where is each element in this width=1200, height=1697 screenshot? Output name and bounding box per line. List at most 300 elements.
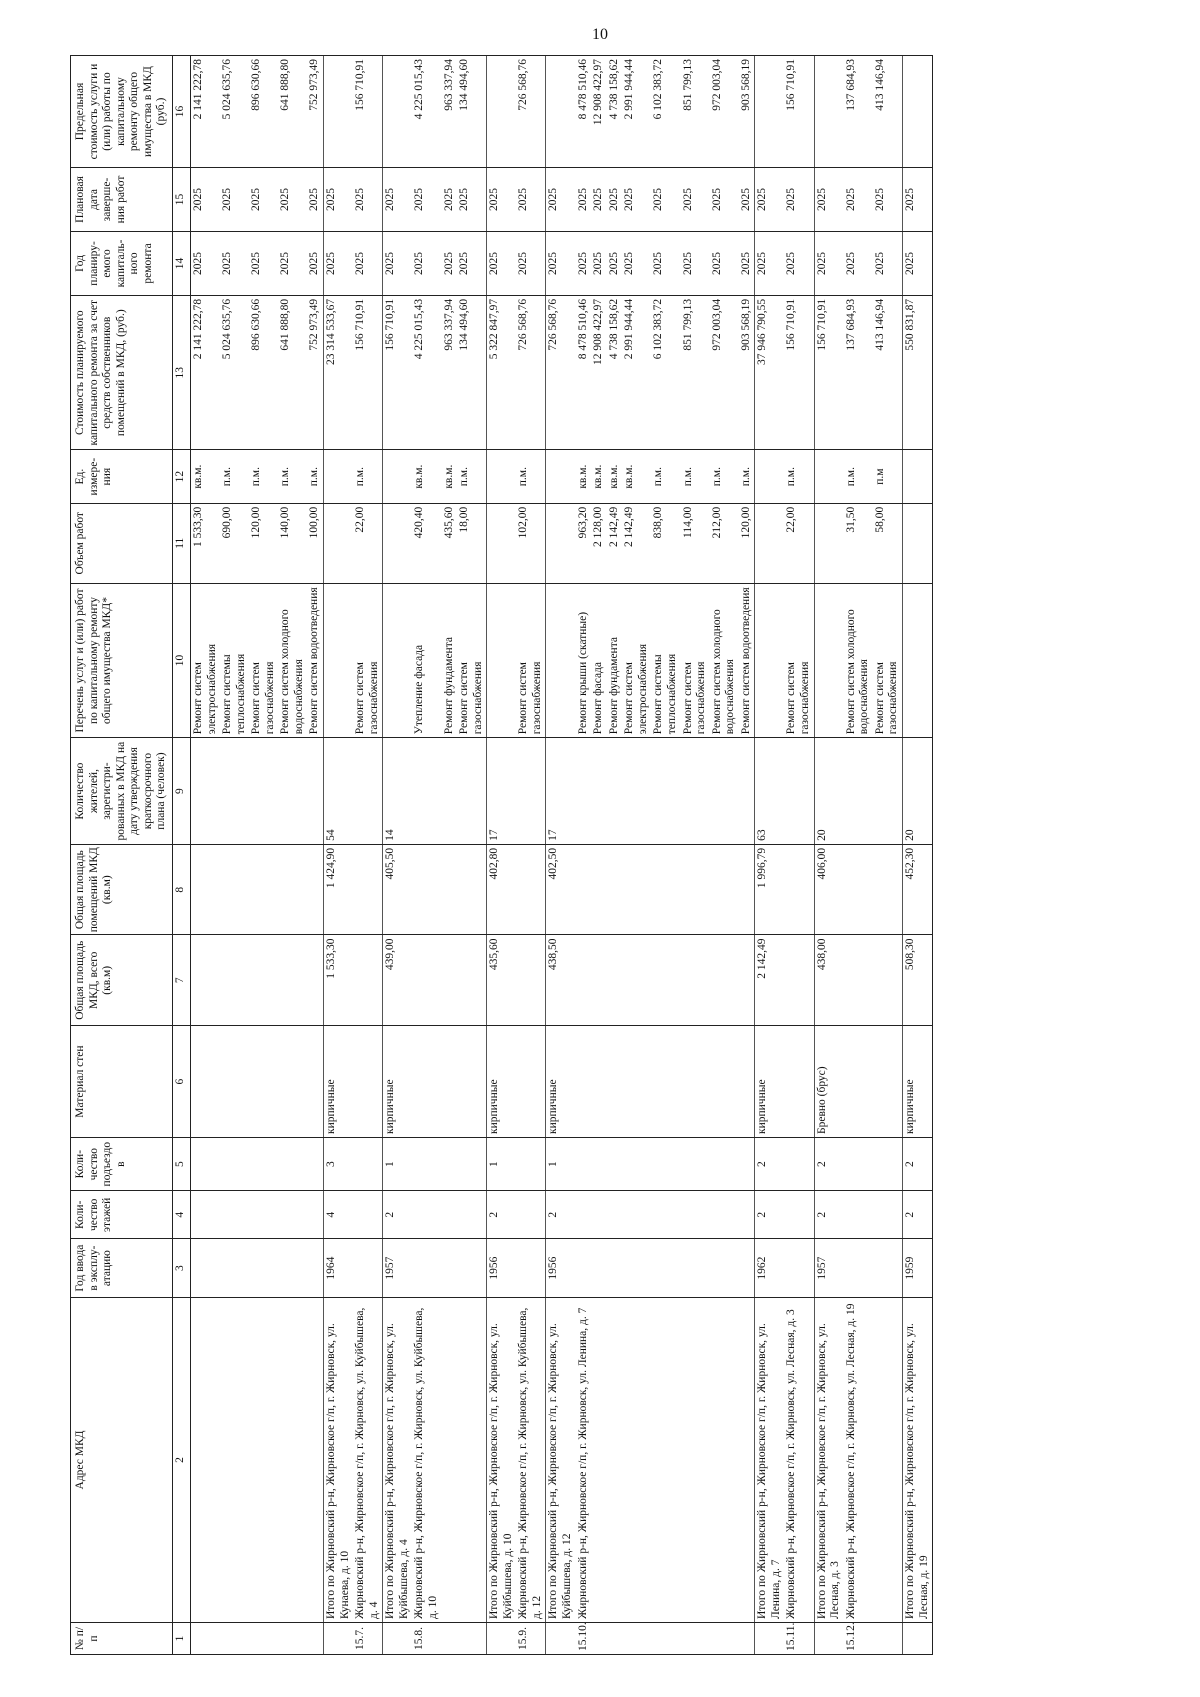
table-cell: кв.м. xyxy=(622,450,651,503)
table-cell xyxy=(755,583,785,738)
table-cell xyxy=(739,1297,755,1622)
table-cell: 550 831,87 xyxy=(902,295,932,450)
table-cell: 2025 xyxy=(739,168,755,232)
table-cell xyxy=(710,1623,739,1655)
table-cell: 438,50 xyxy=(546,935,576,1026)
column-number-cell: 6 xyxy=(172,1026,190,1138)
table-cell: 2025 xyxy=(576,231,592,295)
table-cell xyxy=(307,1191,323,1239)
table-cell: 20 xyxy=(902,738,932,845)
table-cell: п.м. xyxy=(739,450,755,503)
table-cell: 413 146,94 xyxy=(873,56,903,168)
table-cell xyxy=(383,56,413,168)
table-cell xyxy=(591,738,607,845)
table-cell: 2025 xyxy=(607,168,623,232)
table-cell: п.м. xyxy=(457,450,487,503)
table-cell: Итого по Жирновский р-н, Жирновское г/п, г. Жирновск, ул. Лесная, д. 3 xyxy=(814,1297,844,1622)
table-cell: 4 225 015,43 xyxy=(412,295,441,450)
table-cell: 6 102 383,72 xyxy=(651,56,680,168)
table-cell: 18,00 xyxy=(457,503,487,583)
table-cell xyxy=(784,1191,814,1239)
table-cell: кирпичные xyxy=(383,1026,413,1138)
table-cell: 3 xyxy=(324,1138,354,1191)
work-row xyxy=(622,56,651,1655)
table-cell: Ремонт систем газоснабжения xyxy=(873,583,903,738)
table-cell xyxy=(739,738,755,845)
table-cell xyxy=(681,1138,710,1191)
table-cell: 2 141 222,78 xyxy=(190,295,220,450)
table-cell xyxy=(622,844,651,935)
table-cell: 752 973,49 xyxy=(307,295,323,450)
table-cell: 102,00 xyxy=(516,503,546,583)
table-cell: 2025 xyxy=(873,231,903,295)
table-cell: 2025 xyxy=(622,168,651,232)
table-cell: 2025 xyxy=(442,168,458,232)
table-cell: 22,00 xyxy=(353,503,383,583)
table-cell: Утепление фасада xyxy=(412,583,441,738)
table-cell: кирпичные xyxy=(546,1026,576,1138)
table-cell: 4 225 015,43 xyxy=(412,56,441,168)
table-cell xyxy=(844,1026,873,1138)
table-cell xyxy=(307,738,323,845)
table-cell: п.м. xyxy=(710,450,739,503)
table-cell xyxy=(873,1026,903,1138)
table-cell: Ремонт фасада xyxy=(591,583,607,738)
table-cell: Ремонт систем водоотведения xyxy=(739,583,755,738)
table-cell xyxy=(873,935,903,1026)
table-cell: 2025 xyxy=(307,231,323,295)
work-row xyxy=(307,56,323,1655)
work-row xyxy=(457,56,487,1655)
table-cell: 2 xyxy=(902,1191,932,1239)
table-cell xyxy=(353,1026,383,1138)
header-works-list: Перечень услуг и (или) работ по капитальному ремонту общего имущества МКД* xyxy=(71,583,173,738)
table-cell: 58,00 xyxy=(873,503,903,583)
table-cell: 100,00 xyxy=(307,503,323,583)
table-cell: 212,00 xyxy=(710,503,739,583)
table-cell: 63 xyxy=(755,738,785,845)
table-cell: 402,50 xyxy=(546,844,576,935)
table-cell: Итого по Жирновский р-н, Жирновское г/п, г. Жирновск, ул. Ленина, д. 7 xyxy=(755,1297,785,1622)
table-cell: 2025 xyxy=(249,231,278,295)
table-cell: 2025 xyxy=(814,231,844,295)
table-cell xyxy=(814,450,844,503)
work-row xyxy=(710,56,739,1655)
table-cell xyxy=(442,1239,458,1298)
table-cell xyxy=(681,738,710,845)
table-cell xyxy=(622,1191,651,1239)
table-cell xyxy=(190,738,220,845)
table-cell: 2 128,00 xyxy=(591,503,607,583)
table-cell xyxy=(576,935,592,1026)
table-cell: Ремонт фундамента xyxy=(607,583,623,738)
table-cell xyxy=(457,935,487,1026)
table-cell xyxy=(546,56,576,168)
table-cell xyxy=(591,1623,607,1655)
work-row xyxy=(607,56,623,1655)
table-cell xyxy=(622,738,651,845)
table-cell: 2 xyxy=(383,1191,413,1239)
table-cell: 2025 xyxy=(739,231,755,295)
table-cell: 2025 xyxy=(383,168,413,232)
table-cell xyxy=(739,1623,755,1655)
header-unit: Ед. измере-ния xyxy=(71,450,173,503)
table-cell: 156 710,91 xyxy=(383,295,413,450)
total-row xyxy=(487,56,517,1655)
table-cell xyxy=(412,935,441,1026)
rotated-table-container xyxy=(70,55,1200,1655)
table-cell: 402,80 xyxy=(487,844,517,935)
table-cell: 1 533,30 xyxy=(190,503,220,583)
table-cell: 2025 xyxy=(546,231,576,295)
table-cell: 2 xyxy=(902,1138,932,1191)
table-cell xyxy=(755,503,785,583)
table-cell xyxy=(220,844,249,935)
table-cell: Ремонт систем холодного водоснабжения xyxy=(844,583,873,738)
table-cell: 2 xyxy=(814,1138,844,1191)
table-cell xyxy=(220,935,249,1026)
table-cell xyxy=(546,450,576,503)
table-cell: п.м. xyxy=(220,450,249,503)
table-cell: 752 973,49 xyxy=(307,56,323,168)
work-row xyxy=(681,56,710,1655)
table-cell xyxy=(681,1297,710,1622)
table-cell: 972 003,04 xyxy=(710,56,739,168)
table-cell: кв.м. xyxy=(607,450,623,503)
table-cell: 5 024 635,76 xyxy=(220,56,249,168)
table-cell xyxy=(814,583,844,738)
table-cell: 420,40 xyxy=(412,503,441,583)
table-cell: 963 337,94 xyxy=(442,56,458,168)
table-cell xyxy=(383,583,413,738)
column-number-cell: 13 xyxy=(172,295,190,450)
table-cell: п.м xyxy=(873,450,903,503)
table-cell: 508,30 xyxy=(902,935,932,1026)
table-cell: 903 568,19 xyxy=(739,56,755,168)
total-row xyxy=(324,56,354,1655)
table-cell: 641 888,80 xyxy=(278,56,307,168)
table-cell xyxy=(190,1138,220,1191)
table-cell: 2 xyxy=(755,1191,785,1239)
table-cell: 405,50 xyxy=(383,844,413,935)
table-cell: Ремонт фундамента xyxy=(442,583,458,738)
table-cell: Ремонт систем электроснабжения xyxy=(190,583,220,738)
table-cell: 2025 xyxy=(681,231,710,295)
table-cell: 2025 xyxy=(591,168,607,232)
table-cell xyxy=(278,844,307,935)
table-cell: 1 xyxy=(487,1138,517,1191)
table-cell: кирпичные xyxy=(324,1026,354,1138)
table-cell xyxy=(681,844,710,935)
table-cell: 5 024 635,76 xyxy=(220,295,249,450)
table-cell: 439,00 xyxy=(383,935,413,1026)
table-cell xyxy=(516,935,546,1026)
table-cell: 896 630,66 xyxy=(249,56,278,168)
table-cell: 726 568,76 xyxy=(516,295,546,450)
table-cell: Итого по Жирновский р-н, Жирновское г/п, г. Жирновск, ул. Куйбышева, д. 12 xyxy=(546,1297,576,1622)
table-cell xyxy=(607,844,623,935)
table-cell xyxy=(902,583,932,738)
table-cell xyxy=(681,1623,710,1655)
table-cell xyxy=(353,935,383,1026)
table-cell xyxy=(546,1623,576,1655)
work-row xyxy=(249,56,278,1655)
table-cell: 2 xyxy=(755,1138,785,1191)
header-year-commissioned: Год ввода в эксплу-атацию xyxy=(71,1239,173,1298)
table-cell xyxy=(607,1138,623,1191)
table-cell xyxy=(249,1239,278,1298)
table-cell: Ремонт систем газоснабжения xyxy=(249,583,278,738)
table-cell: 2025 xyxy=(755,231,785,295)
table-cell xyxy=(873,844,903,935)
table-cell xyxy=(220,1239,249,1298)
table-cell: 2025 xyxy=(681,168,710,232)
table-cell: 896 630,66 xyxy=(249,295,278,450)
table-cell: 137 684,93 xyxy=(844,295,873,450)
table-cell: п.м. xyxy=(651,450,680,503)
address-row xyxy=(516,56,546,1655)
table-cell: 114,00 xyxy=(681,503,710,583)
table-cell: 2025 xyxy=(457,168,487,232)
table-cell: Ремонт систем газоснабжения xyxy=(353,583,383,738)
table-cell: 15.7. xyxy=(353,1623,383,1655)
table-cell xyxy=(844,1239,873,1298)
table-cell: 12 908 422,97 xyxy=(591,56,607,168)
table-cell: п.м. xyxy=(516,450,546,503)
table-cell: 2025 xyxy=(442,231,458,295)
table-cell: Итого по Жирновский р-н, Жирновское г/п, г. Жирновск, ул. Куйбышева, д. 10 xyxy=(487,1297,517,1622)
table-cell xyxy=(278,1623,307,1655)
table-cell: 2025 xyxy=(383,231,413,295)
table-cell: 1 424,90 xyxy=(324,844,354,935)
table-cell xyxy=(324,583,354,738)
table-cell: 2025 xyxy=(278,231,307,295)
table-cell: 851 799,13 xyxy=(681,56,710,168)
table-cell xyxy=(516,1191,546,1239)
header-wall-material: Материал стен xyxy=(71,1026,173,1138)
table-cell: 2 141 222,78 xyxy=(190,56,220,168)
table-cell: 134 494,60 xyxy=(457,295,487,450)
table-cell: 435,60 xyxy=(442,503,458,583)
table-cell xyxy=(457,1297,487,1622)
table-cell: 4 738 158,62 xyxy=(607,56,623,168)
table-cell: 134 494,60 xyxy=(457,56,487,168)
table-cell: 8 478 510,46 xyxy=(576,295,592,450)
table-cell xyxy=(844,935,873,1026)
table-cell: 1 996,79 xyxy=(755,844,785,935)
table-cell: 156 710,91 xyxy=(353,56,383,168)
table-cell: Жирновский р-н, Жирновское г/п, г. Жирновск, ул. Лесная, д. 19 xyxy=(844,1297,873,1622)
table-cell: 1 xyxy=(546,1138,576,1191)
table-cell xyxy=(353,844,383,935)
table-cell: 2 142,49 xyxy=(622,503,651,583)
column-number-cell: 16 xyxy=(172,56,190,168)
table-cell: 2025 xyxy=(651,231,680,295)
table-cell xyxy=(902,450,932,503)
page-number: 10 xyxy=(592,26,608,43)
table-cell xyxy=(576,1191,592,1239)
table-cell xyxy=(651,1623,680,1655)
table-cell: 120,00 xyxy=(739,503,755,583)
table-cell xyxy=(902,503,932,583)
table-cell: 406,00 xyxy=(814,844,844,935)
table-cell xyxy=(651,1191,680,1239)
table-cell xyxy=(576,738,592,845)
table-cell xyxy=(324,450,354,503)
table-cell xyxy=(607,1191,623,1239)
table-cell: 452,30 xyxy=(902,844,932,935)
table-cell: п.м. xyxy=(353,450,383,503)
table-cell xyxy=(442,1297,458,1622)
address-row xyxy=(576,56,592,1655)
table-cell xyxy=(190,1297,220,1622)
table-cell xyxy=(739,935,755,1026)
table-cell: кв.м. xyxy=(190,450,220,503)
table-cell: Жирновский р-н, Жирновское г/п, г. Жирновск, ул. Куйбышева, д. 4 xyxy=(353,1297,383,1622)
table-body xyxy=(172,56,932,1655)
table-cell xyxy=(710,1026,739,1138)
table-cell xyxy=(442,1191,458,1239)
column-number-cell: 7 xyxy=(172,935,190,1026)
table-cell xyxy=(307,935,323,1026)
table-cell: 22,00 xyxy=(784,503,814,583)
table-cell: 2 xyxy=(546,1191,576,1239)
column-number-cell: 15 xyxy=(172,168,190,232)
table-cell: 2 xyxy=(814,1191,844,1239)
table-cell xyxy=(873,738,903,845)
table-cell: 1 533,30 xyxy=(324,935,354,1026)
table-cell xyxy=(442,738,458,845)
table-cell: 2 991 944,44 xyxy=(622,56,651,168)
table-cell: 4 738 158,62 xyxy=(607,295,623,450)
table-cell xyxy=(710,1239,739,1298)
table-cell xyxy=(190,935,220,1026)
table-cell xyxy=(457,1239,487,1298)
header-residents: Количество жителей, зарегистри-рованных в МКД на дату утверждения краткосрочного плана (человек) xyxy=(71,738,173,845)
address-row xyxy=(353,56,383,1655)
header-completion-date: Плановая дата заверше-ния работ xyxy=(71,168,173,232)
table-cell xyxy=(383,503,413,583)
table-cell xyxy=(353,1239,383,1298)
table-cell xyxy=(576,1026,592,1138)
table-cell xyxy=(622,1239,651,1298)
table-cell: 54 xyxy=(324,738,354,845)
table-cell: 2 991 944,44 xyxy=(622,295,651,450)
table-cell xyxy=(607,738,623,845)
table-cell xyxy=(220,738,249,845)
table-cell: 2025 xyxy=(516,231,546,295)
table-cell: 156 710,91 xyxy=(784,295,814,450)
table-cell xyxy=(844,1191,873,1239)
table-cell xyxy=(278,1138,307,1191)
table-cell: 14 xyxy=(383,738,413,845)
table-cell xyxy=(784,1026,814,1138)
table-cell xyxy=(784,844,814,935)
table-cell: Ремонт системы теплоснабжения xyxy=(651,583,680,738)
table-cell xyxy=(220,1026,249,1138)
work-row xyxy=(220,56,249,1655)
table-cell xyxy=(353,1191,383,1239)
table-cell: 2025 xyxy=(353,168,383,232)
table-cell xyxy=(681,1191,710,1239)
table-cell xyxy=(710,1138,739,1191)
table-cell: 31,50 xyxy=(844,503,873,583)
table-cell xyxy=(516,1026,546,1138)
table-cell xyxy=(622,1297,651,1622)
header-cost: Стоимость планируемого капитального ремонта за счет средств собственников помещений в МКД, (руб.) xyxy=(71,295,173,450)
table-cell xyxy=(576,844,592,935)
table-cell xyxy=(307,1026,323,1138)
work-row xyxy=(278,56,307,1655)
table-cell: 1957 xyxy=(814,1239,844,1298)
table-cell xyxy=(249,1297,278,1622)
column-number-cell: 10 xyxy=(172,583,190,738)
table-cell: 963,20 xyxy=(576,503,592,583)
table-cell xyxy=(607,1623,623,1655)
table-cell: Ремонт крыши (скатные) xyxy=(576,583,592,738)
table-cell xyxy=(412,1191,441,1239)
table-cell: 1956 xyxy=(546,1239,576,1298)
table-cell xyxy=(249,1026,278,1138)
header-row xyxy=(71,56,173,1655)
table-cell: 2025 xyxy=(487,231,517,295)
table-cell xyxy=(516,738,546,845)
table-cell: 1962 xyxy=(755,1239,785,1298)
table-cell xyxy=(442,1623,458,1655)
table-cell: 726 568,76 xyxy=(546,295,576,450)
table-cell: кирпичные xyxy=(755,1026,785,1138)
table-cell xyxy=(710,844,739,935)
table-cell xyxy=(622,935,651,1026)
table-cell: 2025 xyxy=(220,231,249,295)
table-cell: 20 xyxy=(814,738,844,845)
table-cell: кирпичные xyxy=(902,1026,932,1138)
table-cell xyxy=(516,1239,546,1298)
table-cell xyxy=(278,1191,307,1239)
table-cell xyxy=(591,1191,607,1239)
table-cell: 140,00 xyxy=(278,503,307,583)
table-cell xyxy=(591,1026,607,1138)
table-cell xyxy=(190,844,220,935)
table-cell xyxy=(607,1239,623,1298)
table-cell xyxy=(412,844,441,935)
work-row xyxy=(190,56,220,1655)
table-cell xyxy=(814,1623,844,1655)
table-cell: кв.м. xyxy=(412,450,441,503)
table-cell xyxy=(442,1026,458,1138)
table-cell xyxy=(607,1026,623,1138)
table-cell xyxy=(487,583,517,738)
table-cell xyxy=(307,1239,323,1298)
total-row xyxy=(814,56,844,1655)
table-cell: 1959 xyxy=(902,1239,932,1298)
table-cell xyxy=(249,1138,278,1191)
table-cell: Жирновский р-н, Жирновское г/п, г. Жирновск, ул. Ленина, д. 7 xyxy=(576,1297,592,1622)
table-cell xyxy=(249,1623,278,1655)
table-cell xyxy=(546,503,576,583)
table-cell xyxy=(546,583,576,738)
table-cell: 2025 xyxy=(307,168,323,232)
table-cell xyxy=(739,844,755,935)
table-cell xyxy=(220,1297,249,1622)
table-cell: 2025 xyxy=(324,168,354,232)
table-cell xyxy=(681,935,710,1026)
column-number-cell: 5 xyxy=(172,1138,190,1191)
table-cell xyxy=(457,1623,487,1655)
header-entrances: Коли-чество подъездо в xyxy=(71,1138,173,1191)
table-cell: 641 888,80 xyxy=(278,295,307,450)
table-cell xyxy=(622,1026,651,1138)
